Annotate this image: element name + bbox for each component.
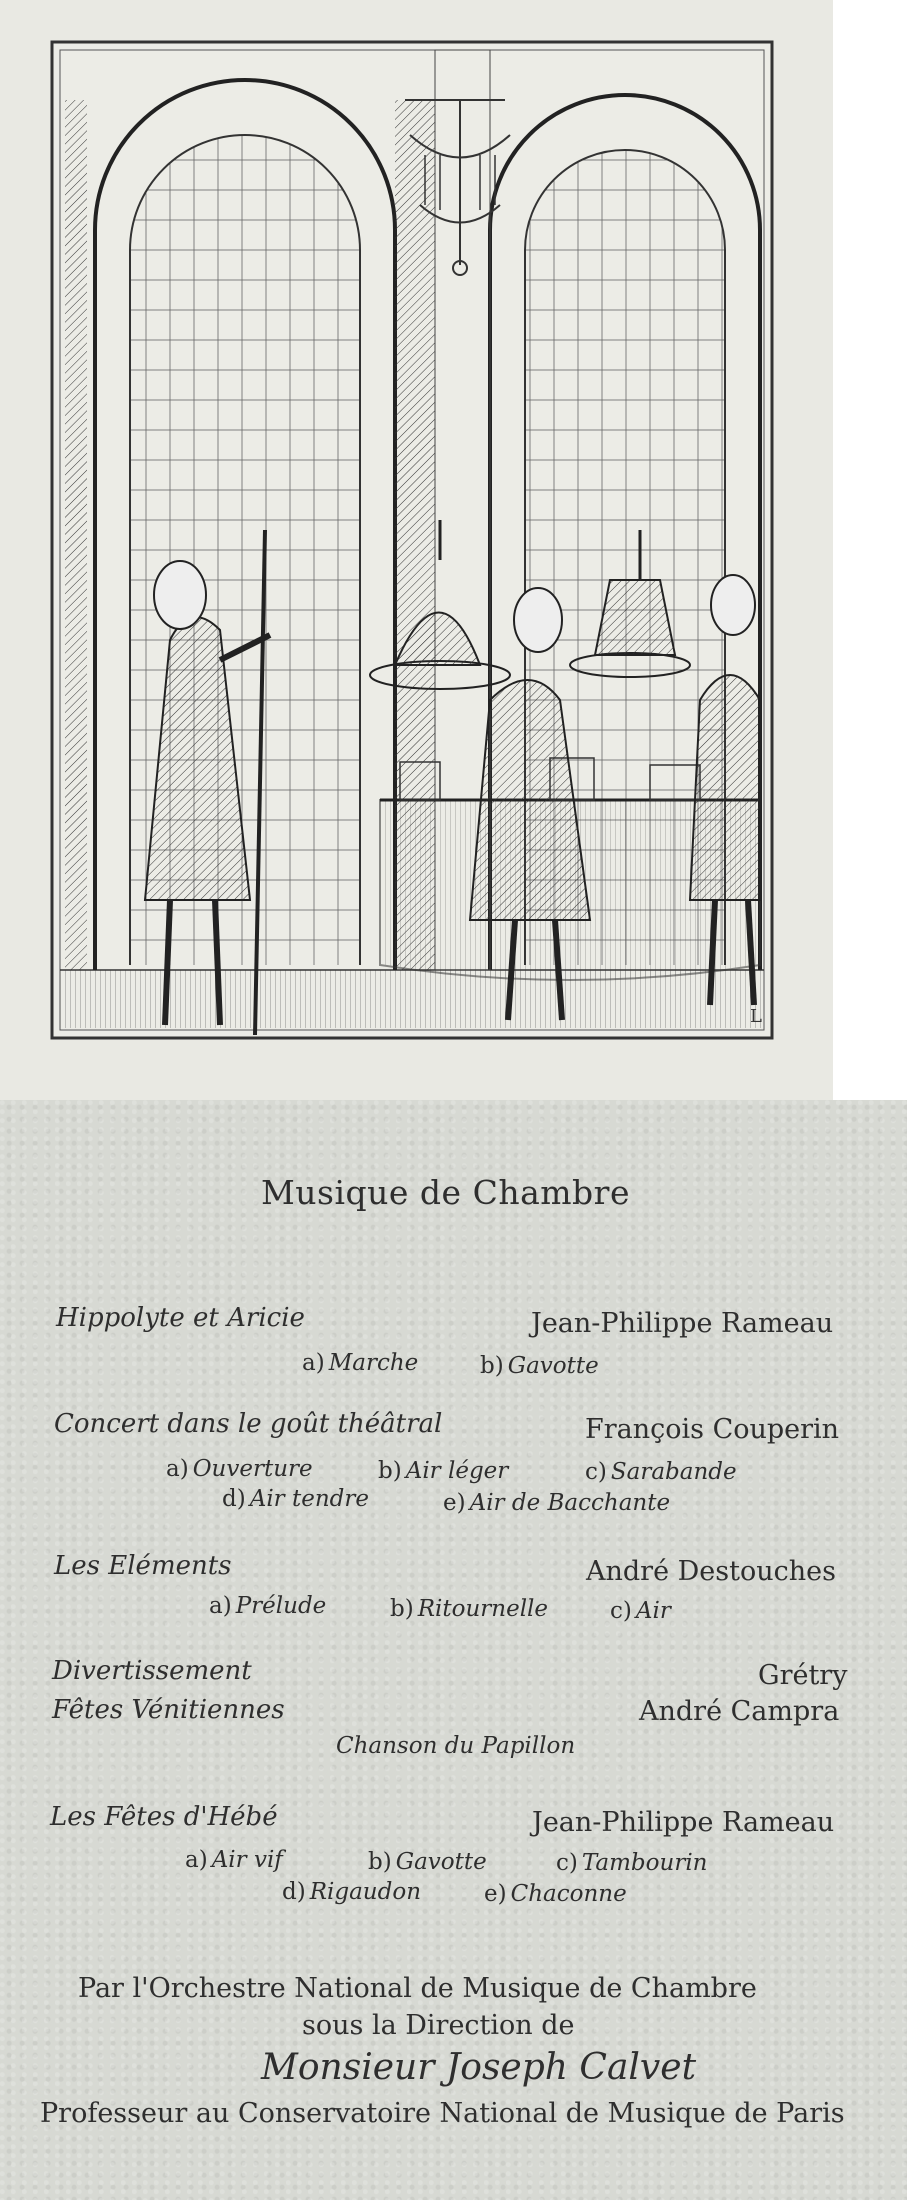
work-title-6: Les Fêtes d'Hébé: [50, 1802, 278, 1832]
credit-conductor-title: Professeur au Conservatoire National de Musique de Paris: [40, 2098, 845, 2129]
movement: e) Air de Bacchante: [443, 1490, 671, 1516]
movement: a) Ouverture: [166, 1456, 313, 1482]
movement: a) Prélude: [209, 1593, 327, 1619]
movement: b) Air léger: [378, 1458, 509, 1484]
work-title-3: Les Eléments: [54, 1551, 232, 1581]
credit-conductor: Monsieur Joseph Calvet: [261, 2047, 697, 2088]
work-composer-1: Jean-Philippe Rameau: [531, 1308, 834, 1339]
work-title-1: Hippolyte et Aricie: [56, 1303, 305, 1333]
engraving-illustration: [50, 40, 774, 1040]
movement: b) Gavotte: [368, 1849, 487, 1875]
movement: b) Gavotte: [480, 1353, 599, 1379]
movement: c) Sarabande: [585, 1459, 737, 1485]
programme-sheet: [0, 1100, 907, 2200]
work-composer-5: André Campra: [639, 1696, 840, 1727]
movement: e) Chaconne: [484, 1881, 627, 1907]
engraving-sheet: [0, 0, 833, 1100]
programme-title: Musique de Chambre: [261, 1173, 630, 1212]
work-composer-6: Jean-Philippe Rameau: [532, 1807, 835, 1838]
credit-orchestra: Par l'Orchestre National de Musique de Chambre: [78, 1973, 757, 2004]
movement: d) Air tendre: [222, 1486, 369, 1512]
engraver-monogram: L: [750, 1006, 762, 1027]
movement: b) Ritournelle: [390, 1596, 549, 1622]
work-composer-3: André Destouches: [586, 1556, 836, 1587]
credit-direction: sous la Direction de: [302, 2010, 575, 2041]
work-title-5: Fêtes Vénitiennes: [52, 1695, 285, 1725]
work-title-4: Divertissement: [52, 1656, 252, 1686]
work-composer-2: François Couperin: [585, 1414, 840, 1445]
movement: d) Rigaudon: [282, 1879, 422, 1905]
movement: a) Air vif: [185, 1847, 283, 1873]
movement: c) Tambourin: [556, 1850, 708, 1876]
work-composer-4: Grétry: [758, 1660, 848, 1691]
work-subtitle-5: Chanson du Papillon: [336, 1733, 576, 1759]
movement: c) Air: [610, 1598, 671, 1624]
work-title-2: Concert dans le goût théâtral: [54, 1409, 443, 1439]
movement: a) Marche: [302, 1350, 419, 1376]
